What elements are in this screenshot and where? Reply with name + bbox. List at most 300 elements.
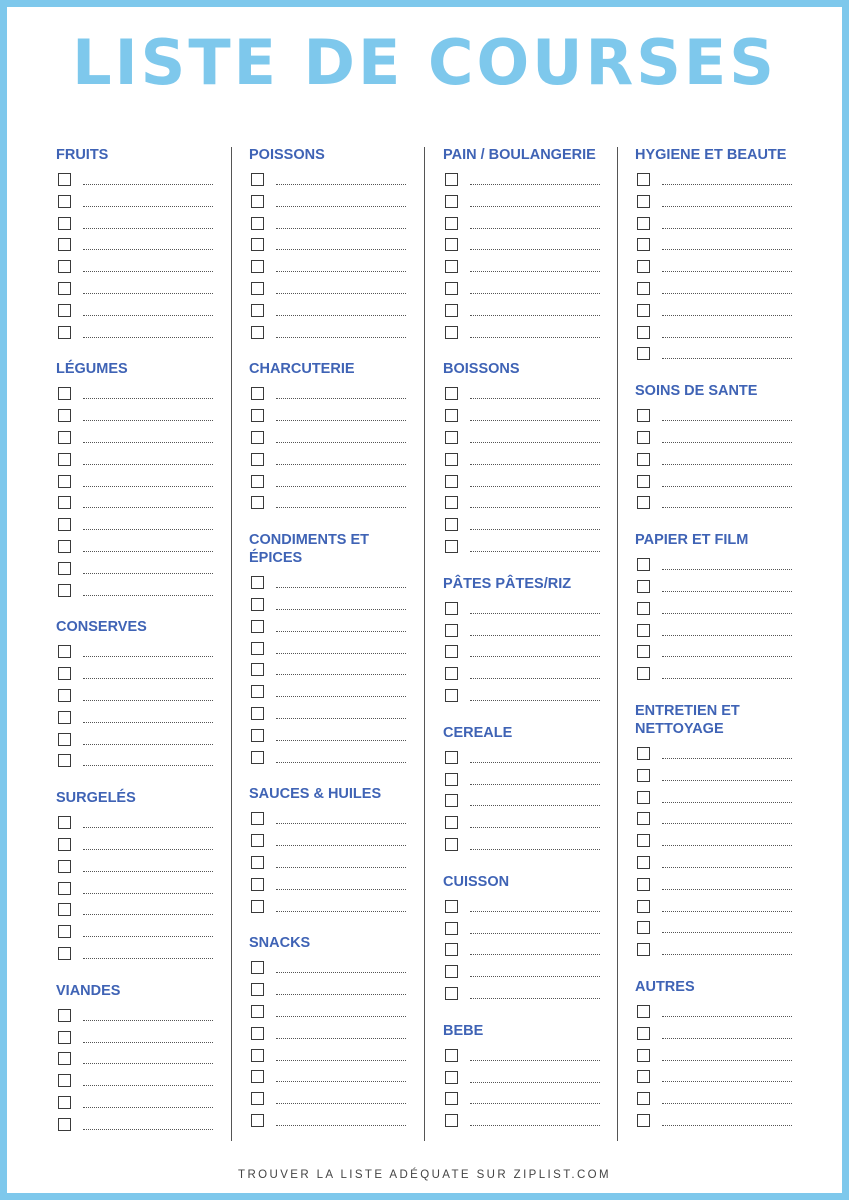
checkbox[interactable] <box>251 707 264 720</box>
checkbox[interactable] <box>251 387 264 400</box>
write-in-line[interactable] <box>470 911 600 912</box>
checkbox[interactable] <box>637 260 650 273</box>
write-in-line[interactable] <box>470 1082 600 1083</box>
checkbox[interactable] <box>445 1092 458 1105</box>
write-in-line[interactable] <box>662 358 792 359</box>
checkbox[interactable] <box>445 816 458 829</box>
write-in-line[interactable] <box>470 249 600 250</box>
checkbox[interactable] <box>445 431 458 444</box>
write-in-line[interactable] <box>662 1125 792 1126</box>
write-in-line[interactable] <box>276 507 406 508</box>
write-in-line[interactable] <box>470 1103 600 1104</box>
write-in-line[interactable] <box>276 911 406 912</box>
write-in-line[interactable] <box>470 442 600 443</box>
checkbox[interactable] <box>58 387 71 400</box>
write-in-line[interactable] <box>470 656 600 657</box>
checkbox[interactable] <box>445 838 458 851</box>
checkbox[interactable] <box>445 1114 458 1127</box>
checkbox[interactable] <box>251 685 264 698</box>
write-in-line[interactable] <box>83 398 213 399</box>
write-in-line[interactable] <box>276 631 406 632</box>
checkbox[interactable] <box>58 816 71 829</box>
checkbox[interactable] <box>445 453 458 466</box>
write-in-line[interactable] <box>83 573 213 574</box>
checkbox[interactable] <box>251 304 264 317</box>
checkbox[interactable] <box>58 475 71 488</box>
checkbox[interactable] <box>637 580 650 593</box>
write-in-line[interactable] <box>470 998 600 999</box>
write-in-line[interactable] <box>662 249 792 250</box>
checkbox[interactable] <box>58 562 71 575</box>
write-in-line[interactable] <box>83 337 213 338</box>
section-surgeles <box>56 789 226 966</box>
write-in-line[interactable] <box>83 507 213 508</box>
write-in-line[interactable] <box>276 696 406 697</box>
checkbox[interactable] <box>251 238 264 251</box>
write-in-line[interactable] <box>83 595 213 596</box>
write-in-line[interactable] <box>276 398 406 399</box>
write-in-line[interactable] <box>470 827 600 828</box>
checkbox[interactable] <box>58 409 71 422</box>
write-in-line[interactable] <box>276 293 406 294</box>
checkbox[interactable] <box>58 282 71 295</box>
checkbox[interactable] <box>58 195 71 208</box>
checkbox[interactable] <box>251 834 264 847</box>
write-in-line[interactable] <box>83 442 213 443</box>
checkbox[interactable] <box>637 238 650 251</box>
write-in-line[interactable] <box>470 613 600 614</box>
checkbox[interactable] <box>637 834 650 847</box>
checkbox[interactable] <box>637 173 650 186</box>
write-in-line[interactable] <box>83 486 213 487</box>
write-in-line[interactable] <box>83 529 213 530</box>
write-in-line[interactable] <box>276 1081 406 1082</box>
write-in-line[interactable] <box>470 976 600 977</box>
checkbox[interactable] <box>637 1070 650 1083</box>
checkbox[interactable] <box>251 856 264 869</box>
write-in-line[interactable] <box>83 420 213 421</box>
write-in-line[interactable] <box>470 420 600 421</box>
checkbox[interactable] <box>445 602 458 615</box>
write-in-line[interactable] <box>470 1125 600 1126</box>
write-in-line[interactable] <box>662 271 792 272</box>
write-in-line[interactable] <box>276 823 406 824</box>
checkbox[interactable] <box>251 1114 264 1127</box>
write-in-line[interactable] <box>470 184 600 185</box>
checkbox[interactable] <box>445 195 458 208</box>
checkbox[interactable] <box>251 475 264 488</box>
checkbox[interactable] <box>58 711 71 724</box>
checkbox[interactable] <box>251 409 264 422</box>
write-in-line[interactable] <box>662 1060 792 1061</box>
write-in-line[interactable] <box>276 464 406 465</box>
checkbox[interactable] <box>251 431 264 444</box>
checkbox[interactable] <box>58 453 71 466</box>
write-in-line[interactable] <box>83 722 213 723</box>
checkbox[interactable] <box>637 558 650 571</box>
list-item <box>635 766 805 788</box>
checkbox[interactable] <box>58 667 71 680</box>
write-in-line[interactable] <box>83 551 213 552</box>
list-item <box>249 279 419 301</box>
write-in-line[interactable] <box>276 674 406 675</box>
checkbox[interactable] <box>445 518 458 531</box>
checkbox[interactable] <box>251 620 264 633</box>
write-in-line[interactable] <box>470 784 600 785</box>
checkbox[interactable] <box>637 431 650 444</box>
checkbox[interactable] <box>251 663 264 676</box>
write-in-line[interactable] <box>83 228 213 229</box>
checkbox[interactable] <box>637 856 650 869</box>
checkbox[interactable] <box>637 769 650 782</box>
write-in-line[interactable] <box>276 972 406 973</box>
write-in-line[interactable] <box>276 740 406 741</box>
write-in-line[interactable] <box>83 765 213 766</box>
checkbox[interactable] <box>445 326 458 339</box>
checkbox[interactable] <box>445 965 458 978</box>
list-item <box>249 450 419 472</box>
checkbox[interactable] <box>637 1005 650 1018</box>
write-in-line[interactable] <box>276 845 406 846</box>
checkbox[interactable] <box>251 812 264 825</box>
checkbox[interactable] <box>251 1070 264 1083</box>
checkbox[interactable] <box>251 983 264 996</box>
write-in-line[interactable] <box>662 911 792 912</box>
checkbox[interactable] <box>251 878 264 891</box>
checkbox[interactable] <box>58 518 71 531</box>
write-in-line[interactable] <box>662 337 792 338</box>
write-in-line[interactable] <box>470 933 600 934</box>
write-in-line[interactable] <box>276 271 406 272</box>
checkbox[interactable] <box>251 217 264 230</box>
write-in-line[interactable] <box>662 845 792 846</box>
checkbox[interactable] <box>58 925 71 938</box>
checkbox[interactable] <box>637 878 650 891</box>
write-in-line[interactable] <box>470 849 600 850</box>
checkbox[interactable] <box>637 282 650 295</box>
write-in-line[interactable] <box>662 293 792 294</box>
write-in-line[interactable] <box>662 486 792 487</box>
write-in-line[interactable] <box>276 249 406 250</box>
write-in-line[interactable] <box>83 206 213 207</box>
checkbox[interactable] <box>58 860 71 873</box>
write-in-line[interactable] <box>83 315 213 316</box>
write-in-line[interactable] <box>276 184 406 185</box>
checkbox[interactable] <box>445 409 458 422</box>
checkbox[interactable] <box>251 729 264 742</box>
checkbox[interactable] <box>445 260 458 273</box>
write-in-line[interactable] <box>83 184 213 185</box>
write-in-line[interactable] <box>470 635 600 636</box>
list-item <box>443 813 613 835</box>
write-in-line[interactable] <box>662 464 792 465</box>
write-in-line[interactable] <box>662 758 792 759</box>
checkbox[interactable] <box>637 475 650 488</box>
write-in-line[interactable] <box>83 678 213 679</box>
write-in-line[interactable] <box>276 587 406 588</box>
write-in-line[interactable] <box>662 1103 792 1104</box>
checkbox[interactable] <box>637 347 650 360</box>
write-in-line[interactable] <box>276 420 406 421</box>
write-in-line[interactable] <box>83 871 213 872</box>
checkbox[interactable] <box>637 496 650 509</box>
write-in-line[interactable] <box>662 932 792 933</box>
write-in-line[interactable] <box>83 744 213 745</box>
checkbox[interactable] <box>445 645 458 658</box>
list-item <box>56 857 226 879</box>
checkbox[interactable] <box>58 584 71 597</box>
write-in-line[interactable] <box>662 206 792 207</box>
checkbox[interactable] <box>251 1049 264 1062</box>
checkbox[interactable] <box>251 282 264 295</box>
list-item <box>249 257 419 279</box>
checkbox[interactable] <box>637 645 650 658</box>
write-in-line[interactable] <box>83 1107 213 1108</box>
checkbox[interactable] <box>58 540 71 553</box>
checkbox[interactable] <box>58 238 71 251</box>
checkbox[interactable] <box>445 387 458 400</box>
checkbox[interactable] <box>58 882 71 895</box>
checkbox[interactable] <box>445 475 458 488</box>
checkbox[interactable] <box>58 838 71 851</box>
write-in-line[interactable] <box>662 420 792 421</box>
checkbox[interactable] <box>637 1027 650 1040</box>
list-item <box>249 573 419 595</box>
write-in-line[interactable] <box>470 337 600 338</box>
write-in-line[interactable] <box>470 507 600 508</box>
checkbox[interactable] <box>251 453 264 466</box>
checkbox[interactable] <box>445 217 458 230</box>
checkbox[interactable] <box>637 747 650 760</box>
checkbox[interactable] <box>445 922 458 935</box>
checkbox[interactable] <box>637 304 650 317</box>
checkbox[interactable] <box>637 1092 650 1105</box>
write-in-line[interactable] <box>83 914 213 915</box>
write-in-line[interactable] <box>276 653 406 654</box>
write-in-line[interactable] <box>83 827 213 828</box>
write-in-line[interactable] <box>470 954 600 955</box>
write-in-line[interactable] <box>276 1103 406 1104</box>
write-in-line[interactable] <box>276 228 406 229</box>
checkbox[interactable] <box>251 195 264 208</box>
write-in-line[interactable] <box>83 700 213 701</box>
checkbox[interactable] <box>637 453 650 466</box>
checkbox[interactable] <box>445 773 458 786</box>
write-in-line[interactable] <box>470 464 600 465</box>
write-in-line[interactable] <box>662 802 792 803</box>
checkbox[interactable] <box>445 667 458 680</box>
checkbox[interactable] <box>251 576 264 589</box>
checkbox[interactable] <box>251 173 264 186</box>
write-in-line[interactable] <box>662 678 792 679</box>
checkbox[interactable] <box>251 598 264 611</box>
write-in-line[interactable] <box>83 249 213 250</box>
write-in-line[interactable] <box>470 551 600 552</box>
write-in-line[interactable] <box>276 1060 406 1061</box>
checkbox[interactable] <box>445 496 458 509</box>
checkbox[interactable] <box>445 173 458 186</box>
write-in-line[interactable] <box>276 337 406 338</box>
checkbox[interactable] <box>58 903 71 916</box>
checkbox[interactable] <box>251 1005 264 1018</box>
write-in-line[interactable] <box>276 994 406 995</box>
checkbox[interactable] <box>58 1074 71 1087</box>
write-in-line[interactable] <box>662 507 792 508</box>
checkbox[interactable] <box>58 496 71 509</box>
checkbox[interactable] <box>251 900 264 913</box>
write-in-line[interactable] <box>83 1085 213 1086</box>
checkbox[interactable] <box>251 1027 264 1040</box>
checkbox[interactable] <box>637 791 650 804</box>
write-in-line[interactable] <box>276 315 406 316</box>
checkbox[interactable] <box>637 667 650 680</box>
write-in-line[interactable] <box>470 1060 600 1061</box>
checkbox[interactable] <box>251 1092 264 1105</box>
checkbox[interactable] <box>637 624 650 637</box>
write-in-line[interactable] <box>662 569 792 570</box>
checkbox[interactable] <box>58 947 71 960</box>
write-in-line[interactable] <box>470 315 600 316</box>
checkbox[interactable] <box>58 1096 71 1109</box>
write-in-line[interactable] <box>470 529 600 530</box>
write-in-line[interactable] <box>662 823 792 824</box>
write-in-line[interactable] <box>470 228 600 229</box>
checkbox[interactable] <box>445 1071 458 1084</box>
write-in-line[interactable] <box>83 1042 213 1043</box>
checkbox[interactable] <box>445 987 458 1000</box>
checkbox[interactable] <box>251 961 264 974</box>
write-in-line[interactable] <box>662 1038 792 1039</box>
write-in-line[interactable] <box>276 867 406 868</box>
checkbox[interactable] <box>58 304 71 317</box>
write-in-line[interactable] <box>662 591 792 592</box>
write-in-line[interactable] <box>470 271 600 272</box>
checkbox[interactable] <box>445 900 458 913</box>
checkbox[interactable] <box>637 217 650 230</box>
checkbox[interactable] <box>445 540 458 553</box>
write-in-line[interactable] <box>276 609 406 610</box>
write-in-line[interactable] <box>83 656 213 657</box>
checkbox[interactable] <box>251 260 264 273</box>
write-in-line[interactable] <box>83 1063 213 1064</box>
checkbox[interactable] <box>637 326 650 339</box>
write-in-line[interactable] <box>470 486 600 487</box>
checkbox[interactable] <box>58 754 71 767</box>
checkbox[interactable] <box>637 900 650 913</box>
write-in-line[interactable] <box>83 464 213 465</box>
write-in-line[interactable] <box>276 1125 406 1126</box>
write-in-line[interactable] <box>662 315 792 316</box>
write-in-line[interactable] <box>662 184 792 185</box>
checkbox[interactable] <box>58 1118 71 1131</box>
write-in-line[interactable] <box>83 271 213 272</box>
checkbox[interactable] <box>58 689 71 702</box>
write-in-line[interactable] <box>662 867 792 868</box>
checkbox[interactable] <box>445 794 458 807</box>
checkbox[interactable] <box>637 1049 650 1062</box>
write-in-line[interactable] <box>662 635 792 636</box>
checkbox[interactable] <box>445 238 458 251</box>
write-in-line[interactable] <box>662 889 792 890</box>
write-in-line[interactable] <box>276 718 406 719</box>
write-in-line[interactable] <box>276 486 406 487</box>
checkbox[interactable] <box>251 642 264 655</box>
write-in-line[interactable] <box>470 398 600 399</box>
checkbox[interactable] <box>58 217 71 230</box>
checkbox[interactable] <box>58 431 71 444</box>
checkbox[interactable] <box>58 733 71 746</box>
checkbox[interactable] <box>58 173 71 186</box>
write-in-line[interactable] <box>662 228 792 229</box>
checkbox[interactable] <box>251 751 264 764</box>
write-in-line[interactable] <box>83 1020 213 1021</box>
checkbox[interactable] <box>637 921 650 934</box>
checkbox[interactable] <box>58 260 71 273</box>
checkbox[interactable] <box>251 326 264 339</box>
write-in-line[interactable] <box>83 893 213 894</box>
write-in-line[interactable] <box>83 293 213 294</box>
write-in-line[interactable] <box>276 889 406 890</box>
write-in-line[interactable] <box>662 442 792 443</box>
checkbox[interactable] <box>637 602 650 615</box>
list-item <box>249 660 419 682</box>
checkbox[interactable] <box>58 645 71 658</box>
checkbox[interactable] <box>637 943 650 956</box>
write-in-line[interactable] <box>662 954 792 955</box>
checkbox[interactable] <box>445 751 458 764</box>
checkbox[interactable] <box>637 812 650 825</box>
list-item <box>635 1046 805 1068</box>
checkbox[interactable] <box>445 304 458 317</box>
checkbox[interactable] <box>637 195 650 208</box>
write-in-line[interactable] <box>470 206 600 207</box>
checkbox[interactable] <box>445 282 458 295</box>
checkbox[interactable] <box>58 1031 71 1044</box>
write-in-line[interactable] <box>470 678 600 679</box>
list-item <box>635 577 805 599</box>
checkbox[interactable] <box>445 943 458 956</box>
write-in-line[interactable] <box>470 293 600 294</box>
write-in-line[interactable] <box>662 780 792 781</box>
write-in-line[interactable] <box>276 1016 406 1017</box>
write-in-line[interactable] <box>470 805 600 806</box>
checkbox[interactable] <box>637 409 650 422</box>
write-in-line[interactable] <box>276 1038 406 1039</box>
write-in-line[interactable] <box>83 936 213 937</box>
write-in-line[interactable] <box>662 1081 792 1082</box>
checkbox[interactable] <box>251 496 264 509</box>
checkbox[interactable] <box>58 1052 71 1065</box>
checkbox[interactable] <box>637 1114 650 1127</box>
write-in-line[interactable] <box>662 656 792 657</box>
checkbox[interactable] <box>445 624 458 637</box>
write-in-line[interactable] <box>83 958 213 959</box>
write-in-line[interactable] <box>470 762 600 763</box>
checkbox[interactable] <box>58 1009 71 1022</box>
section-soins-de-sante <box>635 382 805 515</box>
write-in-line[interactable] <box>662 1016 792 1017</box>
checkbox[interactable] <box>445 1049 458 1062</box>
write-in-line[interactable] <box>276 206 406 207</box>
checkbox[interactable] <box>445 689 458 702</box>
write-in-line[interactable] <box>83 1129 213 1130</box>
write-in-line[interactable] <box>276 762 406 763</box>
write-in-line[interactable] <box>276 442 406 443</box>
checkbox[interactable] <box>58 326 71 339</box>
write-in-line[interactable] <box>470 700 600 701</box>
write-in-line[interactable] <box>83 849 213 850</box>
write-in-line[interactable] <box>662 613 792 614</box>
